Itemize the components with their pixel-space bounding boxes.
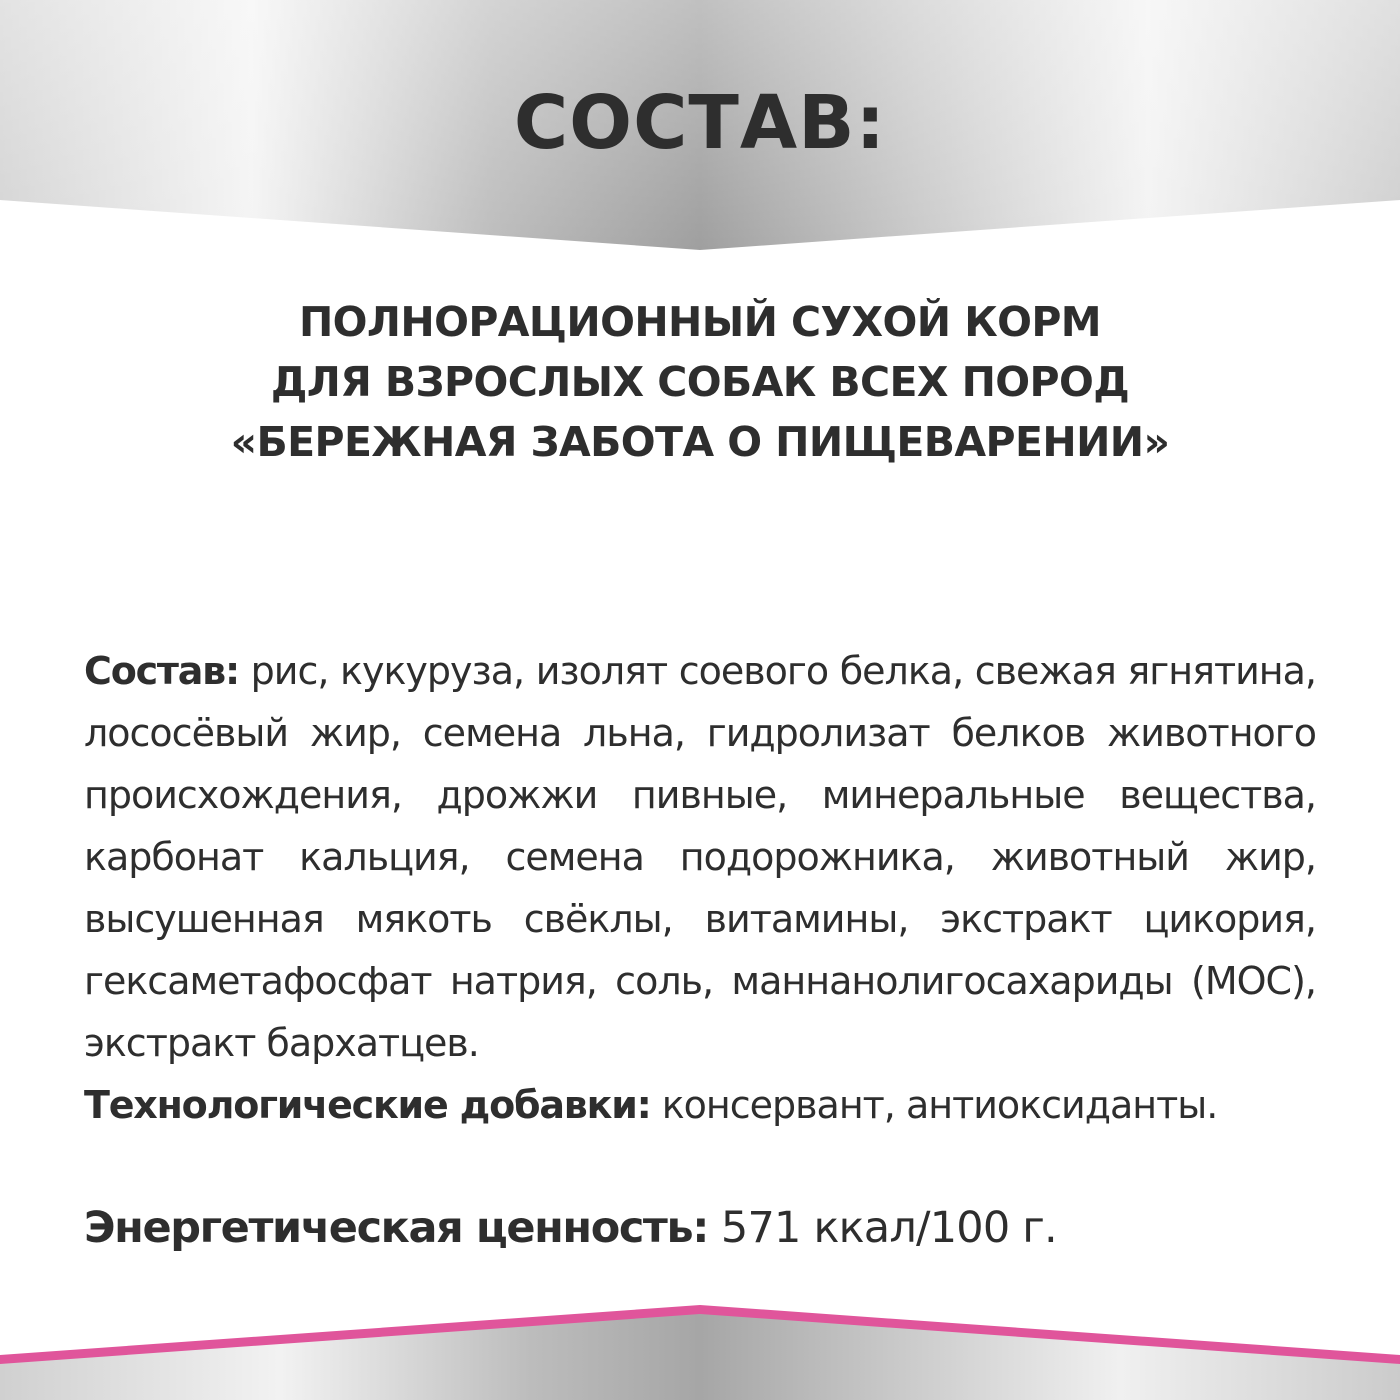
product-heading [0,292,1400,472]
product-heading-line-3: «БЕРЕЖНАЯ ЗАБОТА О ПИЩЕВАРЕНИИ» [230,418,1170,466]
additives-label: Технологические добавки: [84,1083,651,1127]
energy-value-line [84,1196,1316,1260]
ingredients-text: рис, кукуруза, изолят соевого белка, свежая ягнятина, лососёвый жир, семена льна, гидролизат белков животного происхождения, дрожжи пивные, минеральные вещества, карбонат кальция, семена подорожника, животный жир, высушенная мякоть свёклы, витамины, экстракт цикория, гексаметафосфат натрия, соль, маннанолигосахариды (МОС), экстракт бархатцев. [84,649,1316,1065]
footer-band [0,1300,1400,1400]
energy-value: 571 ккал/100 г. [708,1203,1057,1253]
additives-text: консервант, антиоксиданты. [650,1083,1218,1127]
composition-block [84,640,1316,1136]
energy-label: Энергетическая ценность: [84,1203,709,1253]
product-heading-line-2: ДЛЯ ВЗРОСЛЫХ СОБАК ВСЕХ ПОРОД [270,358,1130,406]
page-title: СОСТАВ: [513,80,887,166]
additives-paragraph [84,1074,1316,1136]
ingredients-paragraph [84,640,1316,1074]
footer-band-graphic [0,1300,1400,1400]
ingredients-label: Состав: [84,649,240,693]
product-heading-line-1: ПОЛНОРАЦИОННЫЙ СУХОЙ КОРМ [298,298,1102,346]
